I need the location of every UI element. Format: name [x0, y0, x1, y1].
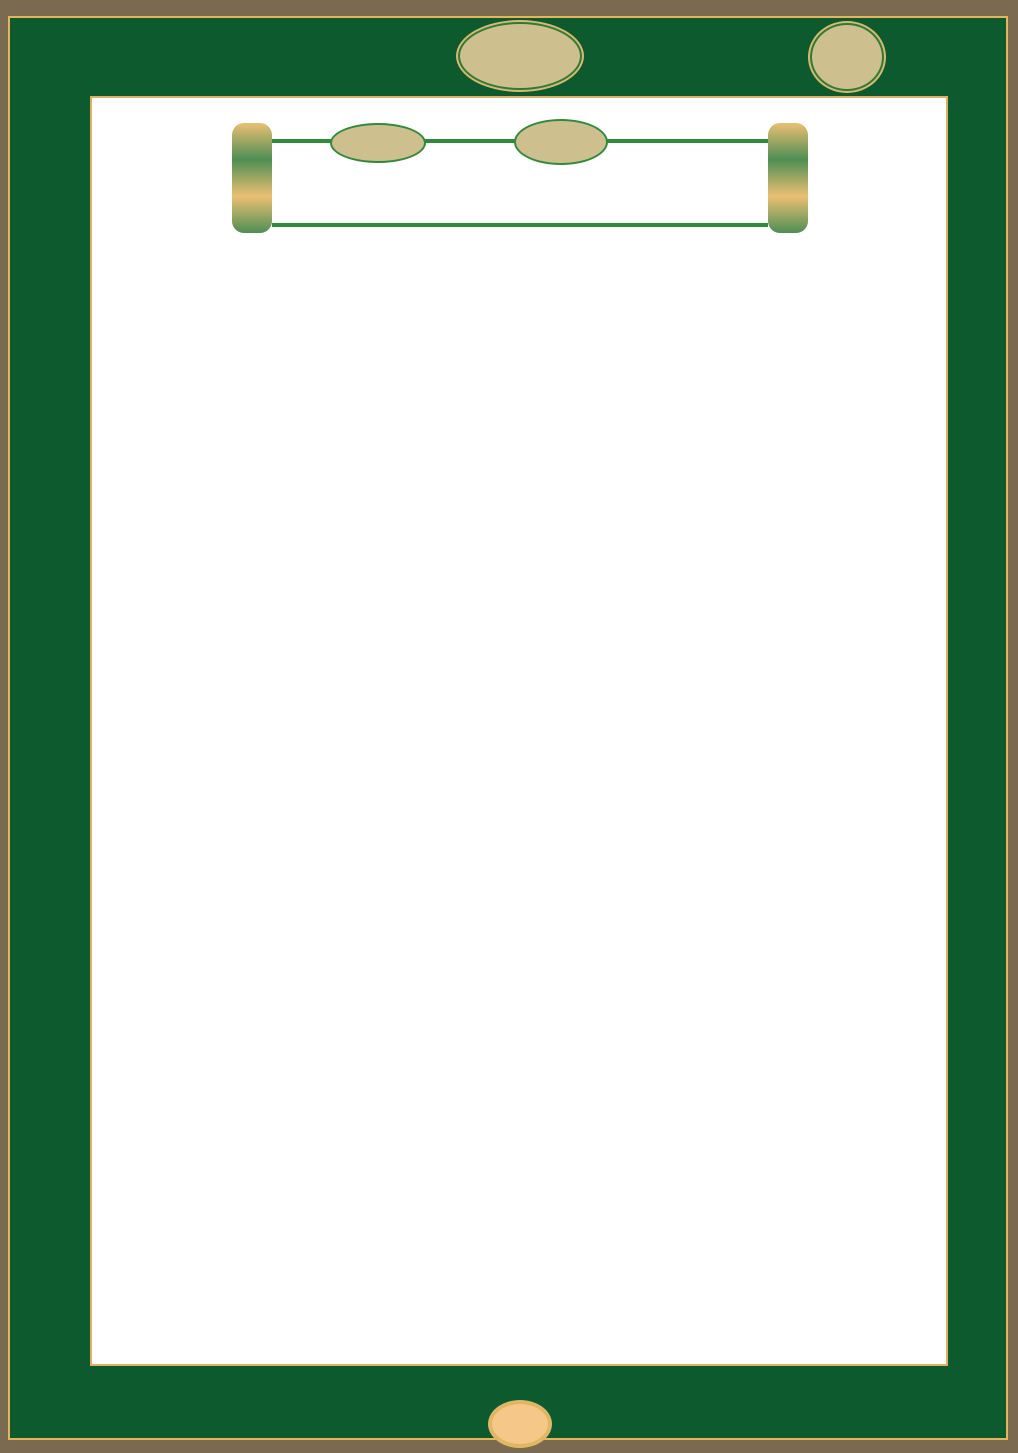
page-border-frame [8, 16, 1008, 1440]
juz-badge [810, 23, 884, 91]
ayah-count-badge [330, 123, 426, 163]
surah-header [232, 123, 808, 233]
page-number-badge [490, 1402, 550, 1446]
header-ornament-left [232, 123, 272, 233]
header-ornament-right [768, 123, 808, 233]
header-rule-bottom [272, 223, 768, 227]
surah-title-badge [514, 119, 608, 165]
quran-page [90, 96, 948, 1366]
surah-name-badge [458, 22, 582, 90]
